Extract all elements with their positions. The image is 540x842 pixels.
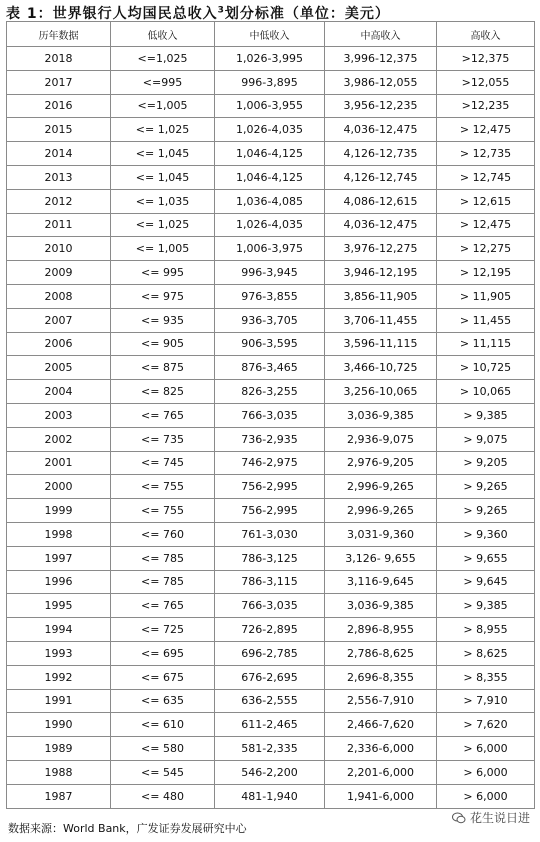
cell-year: 2016	[7, 94, 111, 118]
cell-low-income: <= 1,045	[111, 165, 215, 189]
cell-year: 2002	[7, 427, 111, 451]
table-row	[7, 213, 535, 237]
cell-upper-middle-income: 2,976-9,205	[325, 451, 437, 475]
cell-low-income: <= 755	[111, 475, 215, 499]
cell-low-income: <= 735	[111, 427, 215, 451]
cell-year: 2009	[7, 261, 111, 285]
table-row	[7, 618, 535, 642]
cell-lower-middle-income: 976-3,855	[215, 284, 325, 308]
table-title	[6, 3, 390, 23]
cell-upper-middle-income: 3,256-10,065	[325, 380, 437, 404]
cell-high-income: > 6,000	[437, 760, 535, 784]
cell-year: 1994	[7, 618, 111, 642]
cell-low-income: <= 755	[111, 499, 215, 523]
cell-lower-middle-income: 546-2,200	[215, 760, 325, 784]
cell-high-income: > 11,905	[437, 284, 535, 308]
table-row	[7, 356, 535, 380]
cell-lower-middle-income: 756-2,995	[215, 499, 325, 523]
cell-lower-middle-income: 1,026-4,035	[215, 213, 325, 237]
cell-lower-middle-income: 1,006-3,955	[215, 94, 325, 118]
table-row	[7, 189, 535, 213]
cell-upper-middle-income: 4,126-12,735	[325, 142, 437, 166]
table-row	[7, 499, 535, 523]
cell-high-income: > 8,955	[437, 618, 535, 642]
cell-upper-middle-income: 4,036-12,475	[325, 213, 437, 237]
cell-high-income: > 9,360	[437, 522, 535, 546]
cell-lower-middle-income: 746-2,975	[215, 451, 325, 475]
cell-year: 2006	[7, 332, 111, 356]
cell-high-income: > 9,075	[437, 427, 535, 451]
cell-high-income: > 12,475	[437, 213, 535, 237]
cell-low-income: <= 785	[111, 546, 215, 570]
cell-lower-middle-income: 876-3,465	[215, 356, 325, 380]
cell-high-income: > 11,455	[437, 308, 535, 332]
cell-high-income: > 7,910	[437, 689, 535, 713]
cell-year: 2017	[7, 70, 111, 94]
cell-lower-middle-income: 786-3,125	[215, 546, 325, 570]
cell-low-income: <= 635	[111, 689, 215, 713]
table-row	[7, 594, 535, 618]
cell-high-income: > 9,205	[437, 451, 535, 475]
cell-year: 2018	[7, 47, 111, 71]
table-row	[7, 308, 535, 332]
cell-year: 1995	[7, 594, 111, 618]
cell-lower-middle-income: 936-3,705	[215, 308, 325, 332]
cell-high-income: > 6,000	[437, 784, 535, 808]
cell-low-income: <= 765	[111, 403, 215, 427]
cell-low-income: <=1,025	[111, 47, 215, 71]
cell-year: 2004	[7, 380, 111, 404]
cell-low-income: <= 760	[111, 522, 215, 546]
cell-upper-middle-income: 3,946-12,195	[325, 261, 437, 285]
table-row	[7, 641, 535, 665]
cell-year: 2010	[7, 237, 111, 261]
cell-upper-middle-income: 4,036-12,475	[325, 118, 437, 142]
cell-year: 2011	[7, 213, 111, 237]
table-title-tail: 划分标准（单位：美元）	[224, 6, 390, 22]
table-row	[7, 713, 535, 737]
table-row	[7, 546, 535, 570]
table-row	[7, 760, 535, 784]
table-title-main: 表 1：世界银行人均国民总收入	[6, 6, 218, 22]
table-row	[7, 165, 535, 189]
cell-low-income: <= 825	[111, 380, 215, 404]
cell-upper-middle-income: 3,856-11,905	[325, 284, 437, 308]
cell-year: 1997	[7, 546, 111, 570]
header-low-income: 低收入	[111, 22, 215, 47]
cell-year: 2013	[7, 165, 111, 189]
cell-high-income: > 11,115	[437, 332, 535, 356]
cell-low-income: <= 935	[111, 308, 215, 332]
cell-upper-middle-income: 3,596-11,115	[325, 332, 437, 356]
cell-year: 1998	[7, 522, 111, 546]
cell-year: 1993	[7, 641, 111, 665]
cell-upper-middle-income: 2,996-9,265	[325, 499, 437, 523]
table-row	[7, 665, 535, 689]
cell-upper-middle-income: 2,696-8,355	[325, 665, 437, 689]
cell-year: 2005	[7, 356, 111, 380]
cell-year: 1996	[7, 570, 111, 594]
table-title-superscript: 3	[217, 5, 225, 16]
cell-high-income: >12,235	[437, 94, 535, 118]
cell-low-income: <= 1,005	[111, 237, 215, 261]
cell-lower-middle-income: 676-2,695	[215, 665, 325, 689]
cell-high-income: > 10,065	[437, 380, 535, 404]
cell-year: 2000	[7, 475, 111, 499]
table-row	[7, 94, 535, 118]
cell-year: 1987	[7, 784, 111, 808]
cell-high-income: > 12,735	[437, 142, 535, 166]
cell-year: 2012	[7, 189, 111, 213]
cell-lower-middle-income: 726-2,895	[215, 618, 325, 642]
cell-low-income: <= 905	[111, 332, 215, 356]
table-row	[7, 403, 535, 427]
header-upper-middle-income: 中高收入	[325, 22, 437, 47]
cell-lower-middle-income: 756-2,995	[215, 475, 325, 499]
cell-upper-middle-income: 3,036-9,385	[325, 403, 437, 427]
cell-low-income: <= 745	[111, 451, 215, 475]
cell-lower-middle-income: 1,026-3,995	[215, 47, 325, 71]
cell-upper-middle-income: 1,941-6,000	[325, 784, 437, 808]
cell-upper-middle-income: 2,336-6,000	[325, 737, 437, 761]
cell-high-income: > 9,385	[437, 403, 535, 427]
cell-upper-middle-income: 2,556-7,910	[325, 689, 437, 713]
cell-upper-middle-income: 2,936-9,075	[325, 427, 437, 451]
cell-high-income: >12,375	[437, 47, 535, 71]
cell-lower-middle-income: 786-3,115	[215, 570, 325, 594]
table-row	[7, 689, 535, 713]
cell-lower-middle-income: 766-3,035	[215, 403, 325, 427]
cell-high-income: > 8,625	[437, 641, 535, 665]
cell-year: 1991	[7, 689, 111, 713]
cell-lower-middle-income: 696-2,785	[215, 641, 325, 665]
table-row	[7, 261, 535, 285]
table-row	[7, 380, 535, 404]
cell-upper-middle-income: 3,976-12,275	[325, 237, 437, 261]
cell-upper-middle-income: 3,706-11,455	[325, 308, 437, 332]
cell-year: 2003	[7, 403, 111, 427]
cell-low-income: <= 695	[111, 641, 215, 665]
cell-lower-middle-income: 736-2,935	[215, 427, 325, 451]
table-row	[7, 332, 535, 356]
cell-low-income: <= 545	[111, 760, 215, 784]
cell-lower-middle-income: 996-3,945	[215, 261, 325, 285]
table-row	[7, 47, 535, 71]
table-row	[7, 737, 535, 761]
table-row	[7, 237, 535, 261]
table-row	[7, 427, 535, 451]
cell-high-income: > 12,275	[437, 237, 535, 261]
cell-low-income: <= 580	[111, 737, 215, 761]
cell-upper-middle-income: 4,126-12,745	[325, 165, 437, 189]
cell-low-income: <= 1,035	[111, 189, 215, 213]
table-header-row	[7, 22, 535, 47]
cell-high-income: > 10,725	[437, 356, 535, 380]
header-high-income: 高收入	[437, 22, 535, 47]
cell-upper-middle-income: 3,986-12,055	[325, 70, 437, 94]
cell-year: 2001	[7, 451, 111, 475]
table-row	[7, 118, 535, 142]
cell-upper-middle-income: 2,786-8,625	[325, 641, 437, 665]
cell-low-income: <= 765	[111, 594, 215, 618]
cell-year: 1988	[7, 760, 111, 784]
header-year: 历年数据	[7, 22, 111, 47]
cell-lower-middle-income: 611-2,465	[215, 713, 325, 737]
cell-high-income: > 9,265	[437, 499, 535, 523]
cell-upper-middle-income: 2,466-7,620	[325, 713, 437, 737]
cell-low-income: <= 785	[111, 570, 215, 594]
cell-upper-middle-income: 3,996-12,375	[325, 47, 437, 71]
cell-high-income: > 12,745	[437, 165, 535, 189]
table-row	[7, 784, 535, 808]
cell-upper-middle-income: 2,201-6,000	[325, 760, 437, 784]
table-row	[7, 451, 535, 475]
cell-low-income: <= 1,045	[111, 142, 215, 166]
cell-upper-middle-income: 3,116-9,645	[325, 570, 437, 594]
cell-high-income: > 8,355	[437, 665, 535, 689]
cell-high-income: > 9,385	[437, 594, 535, 618]
cell-lower-middle-income: 996-3,895	[215, 70, 325, 94]
cell-year: 1992	[7, 665, 111, 689]
cell-lower-middle-income: 1,046-4,125	[215, 165, 325, 189]
cell-low-income: <= 610	[111, 713, 215, 737]
cell-lower-middle-income: 481-1,940	[215, 784, 325, 808]
cell-lower-middle-income: 1,046-4,125	[215, 142, 325, 166]
cell-upper-middle-income: 2,996-9,265	[325, 475, 437, 499]
cell-upper-middle-income: 3,031-9,360	[325, 522, 437, 546]
table-row	[7, 475, 535, 499]
wechat-icon	[452, 812, 466, 824]
cell-low-income: <= 995	[111, 261, 215, 285]
header-lower-middle-income: 中低收入	[215, 22, 325, 47]
table-body	[7, 47, 535, 809]
cell-high-income: > 12,615	[437, 189, 535, 213]
table-row	[7, 570, 535, 594]
cell-lower-middle-income: 766-3,035	[215, 594, 325, 618]
cell-upper-middle-income: 3,036-9,385	[325, 594, 437, 618]
cell-lower-middle-income: 636-2,555	[215, 689, 325, 713]
cell-lower-middle-income: 1,036-4,085	[215, 189, 325, 213]
cell-low-income: <= 1,025	[111, 118, 215, 142]
cell-upper-middle-income: 3,956-12,235	[325, 94, 437, 118]
cell-high-income: > 12,475	[437, 118, 535, 142]
cell-upper-middle-income: 3,466-10,725	[325, 356, 437, 380]
cell-low-income: <= 480	[111, 784, 215, 808]
cell-year: 1990	[7, 713, 111, 737]
cell-upper-middle-income: 4,086-12,615	[325, 189, 437, 213]
source-note: 数据来源：World Bank，广发证券发展研究中心	[8, 822, 247, 835]
watermark	[452, 809, 530, 826]
table-row	[7, 142, 535, 166]
cell-high-income: > 7,620	[437, 713, 535, 737]
cell-high-income: > 9,655	[437, 546, 535, 570]
cell-year: 2015	[7, 118, 111, 142]
cell-low-income: <= 975	[111, 284, 215, 308]
cell-low-income: <= 875	[111, 356, 215, 380]
cell-low-income: <= 1,025	[111, 213, 215, 237]
table-row	[7, 284, 535, 308]
cell-upper-middle-income: 3,126- 9,655	[325, 546, 437, 570]
cell-low-income: <= 675	[111, 665, 215, 689]
cell-lower-middle-income: 1,026-4,035	[215, 118, 325, 142]
cell-lower-middle-income: 1,006-3,975	[215, 237, 325, 261]
cell-high-income: > 9,265	[437, 475, 535, 499]
income-classification-table	[6, 21, 535, 809]
cell-year: 1999	[7, 499, 111, 523]
cell-high-income: >12,055	[437, 70, 535, 94]
table-row	[7, 70, 535, 94]
cell-year: 1989	[7, 737, 111, 761]
cell-high-income: > 6,000	[437, 737, 535, 761]
cell-low-income: <=1,005	[111, 94, 215, 118]
cell-low-income: <=995	[111, 70, 215, 94]
cell-year: 2007	[7, 308, 111, 332]
cell-year: 2008	[7, 284, 111, 308]
cell-year: 2014	[7, 142, 111, 166]
cell-high-income: > 12,195	[437, 261, 535, 285]
cell-lower-middle-income: 761-3,030	[215, 522, 325, 546]
cell-low-income: <= 725	[111, 618, 215, 642]
table-row	[7, 522, 535, 546]
cell-lower-middle-income: 826-3,255	[215, 380, 325, 404]
watermark-text: 花生说日进	[469, 811, 530, 825]
cell-upper-middle-income: 2,896-8,955	[325, 618, 437, 642]
cell-lower-middle-income: 581-2,335	[215, 737, 325, 761]
cell-lower-middle-income: 906-3,595	[215, 332, 325, 356]
cell-high-income: > 9,645	[437, 570, 535, 594]
